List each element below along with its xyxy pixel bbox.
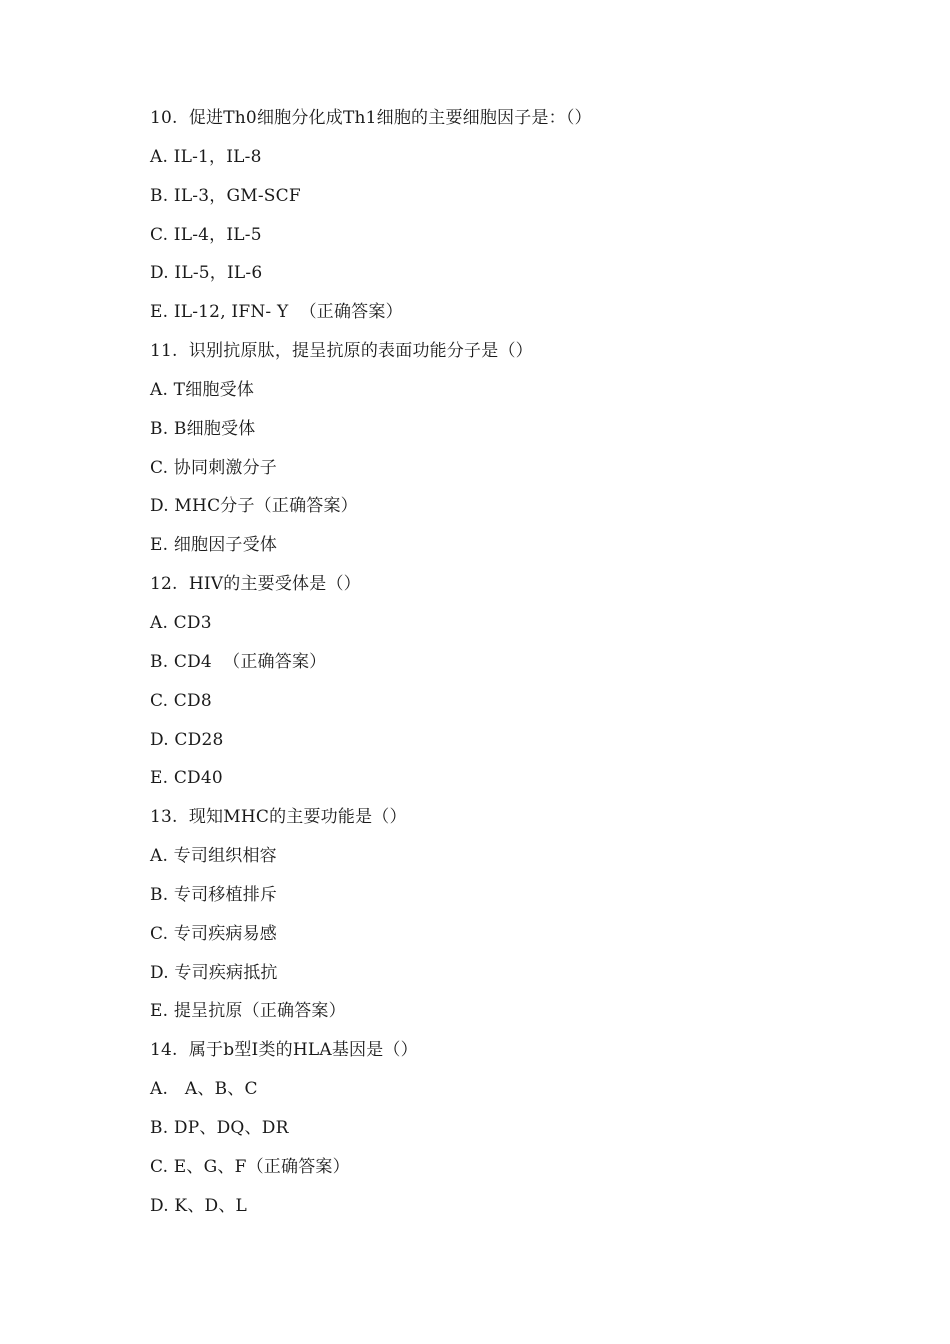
option-11-d: D. MHC分子（正确答案） (150, 496, 358, 517)
option-11-c: C. 协同刺激分子 (150, 457, 278, 478)
document-body (150, 99, 850, 1225)
option-12-d: D. CD28 (150, 729, 224, 750)
option-14-d: D. K、D、L (150, 1195, 248, 1216)
option-11-a: A. T细胞受体 (150, 379, 255, 400)
question-13: 13. 现知MHC的主要功能是（） (150, 807, 407, 828)
option-12-e: E. CD40 (150, 768, 223, 789)
option-13-c: C. 专司疾病易感 (150, 923, 278, 944)
question-14: 14. 属于b型I类的HLA基因是（） (150, 1040, 418, 1061)
option-12-b: B. CD4 （正确答案） (150, 651, 327, 672)
option-14-c: C. E、G、F（正确答案） (150, 1156, 350, 1177)
option-13-d: D. 专司疾病抵抗 (150, 962, 278, 983)
option-10-c: C. IL-4，IL-5 (150, 224, 262, 245)
option-12-a: A. CD3 (150, 612, 212, 633)
option-10-e: E. IL-12, IFN- Y （正确答案） (150, 302, 403, 323)
question-10: 10. 促进Th0细胞分化成Th1细胞的主要细胞因子是：（） (150, 108, 592, 128)
option-13-b: B. 专司移植排斥 (150, 884, 278, 905)
option-13-a: A. 专司组织相容 (150, 846, 277, 867)
option-10-b: B. IL-3，GM-SCF (150, 185, 301, 206)
option-10-a: A. IL-1，IL-8 (150, 146, 262, 167)
option-14-a: A. A、B、C (150, 1079, 258, 1100)
option-11-e: E. 细胞因子受体 (150, 535, 278, 556)
option-11-b: B. B细胞受体 (150, 418, 256, 439)
question-11: 11. 识别抗原肽，提呈抗原的表面功能分子是（） (150, 341, 533, 362)
option-14-b: B. DP、DQ、DR (150, 1117, 289, 1138)
option-13-e: E. 提呈抗原（正确答案） (150, 1001, 346, 1022)
option-10-d: D. IL-5，IL-6 (150, 263, 263, 284)
option-12-c: C. CD8 (150, 690, 212, 711)
question-12: 12. HIV的主要受体是（） (150, 574, 361, 595)
